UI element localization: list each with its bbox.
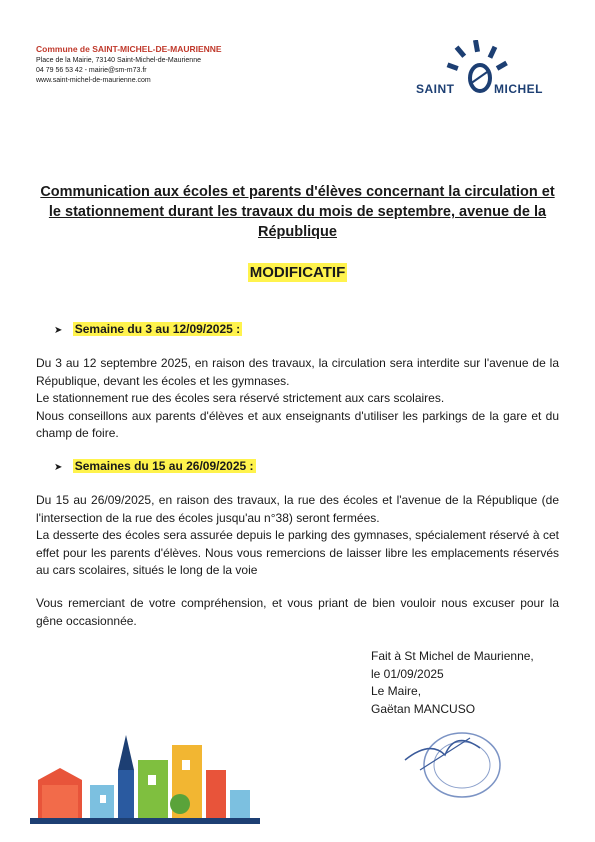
saint-michel-logo: [410, 40, 550, 110]
arrow-bullet-icon: ➤: [54, 462, 63, 473]
contact: 04 79 56 53 42 - mairie@sm-m73.fr: [36, 67, 147, 74]
closing-paragraph: [36, 595, 559, 630]
signature-name: Gaëtan MANCUSO: [371, 701, 476, 716]
section1-line: Le stationnement rue des écoles sera réservé strictement aux cars scolaires.: [36, 391, 445, 405]
section1-line: Nous conseillons aux parents d'élèves et aux enseignants d'utiliser les parkings de la gare et du champ de foire.: [36, 408, 559, 440]
section1-heading-text: Semaine du 3 au 12/09/2025 :: [74, 322, 241, 336]
section2-heading-text: Semaines du 15 au 26/09/2025 :: [74, 459, 254, 473]
section2-heading: [54, 459, 256, 473]
section1-heading: [54, 322, 242, 336]
town-illustration-icon: [30, 730, 260, 830]
section1-body: [36, 355, 559, 443]
section2-line: Du 15 au 26/09/2025, en raison des travaux, la rue des écoles et l'avenue de la République (de l'intersection de la rue des écoles jusqu'au n°38) seront fermées.: [36, 493, 559, 525]
title-text: Communication aux écoles et parents d'élèves concernant la circulation et le stationnement durant les travaux du mois de septembre, avenue de la République: [40, 184, 555, 240]
logo-text-saint: SAINT: [416, 82, 455, 96]
address: Place de la Mairie, 73140 Saint-Michel-de-Maurienne: [36, 57, 201, 64]
commune-name: Commune de SAINT-MICHEL-DE-MAURIENNE: [36, 44, 222, 54]
signature-block: [371, 648, 534, 718]
official-stamp-icon: [400, 720, 510, 800]
signature-date: le 01/09/2025: [371, 666, 444, 681]
letterhead: [36, 44, 222, 86]
logo-text-michel: MICHEL: [494, 82, 543, 96]
modificatif-banner: [0, 264, 595, 282]
sun-icon: [410, 40, 550, 110]
section2-line: La desserte des écoles sera assurée depuis le parking des gymnases, spécialement réservé à cet effet pour les parents d'élèves. Nous vous remercions de laisser libre les emplacements réservés au cars scolaires, situés le long de la voie: [36, 528, 559, 577]
arrow-bullet-icon: ➤: [54, 325, 63, 336]
modificatif-label: MODIFICATIF: [249, 264, 346, 281]
website: www.saint-michel-de-maurienne.com: [36, 77, 151, 84]
section2-body: [36, 492, 559, 580]
signature-role: Le Maire,: [371, 684, 422, 698]
section1-line: Du 3 au 12 septembre 2025, en raison des travaux, la circulation sera interdite sur l'avenue de la République, devant les écoles et les gymnases.: [36, 356, 559, 388]
closing-text: Vous remerciant de votre compréhension, et vous priant de bien vouloir nous excuser pour la gêne occasionnée.: [36, 596, 559, 628]
signature-place: Fait à St Michel de Maurienne,: [371, 649, 534, 663]
page-title: [40, 182, 555, 242]
